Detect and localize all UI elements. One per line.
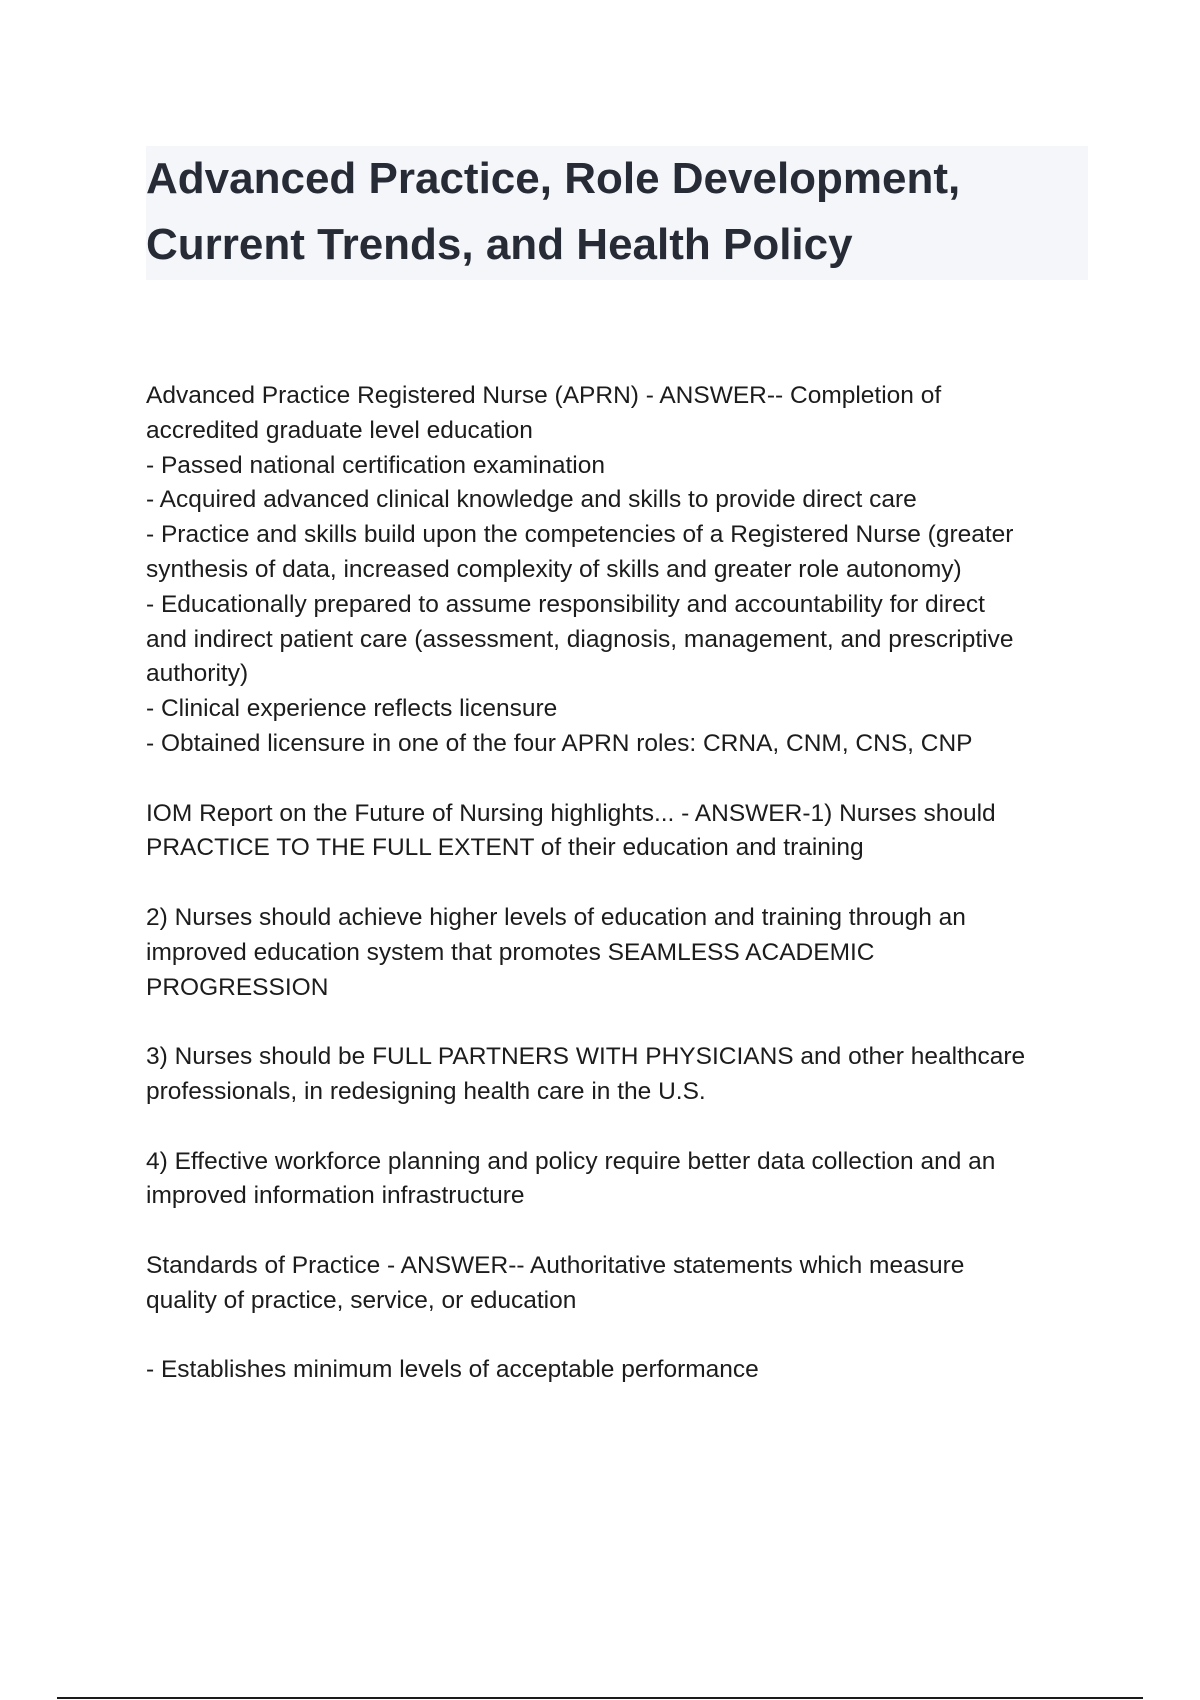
page-bottom-rule — [57, 1697, 1143, 1699]
entry-iom-point-3 — [146, 1040, 1096, 1110]
paragraph-gap — [146, 1110, 1096, 1145]
text-line: and indirect patient care (assessment, diagnosis, management, and prescriptive — [146, 625, 1014, 653]
text-line: 2) Nurses should achieve higher levels of education and training through an — [146, 903, 966, 931]
document-body — [146, 379, 1096, 1388]
text-line: - Establishes minimum levels of acceptable performance — [146, 1356, 759, 1384]
entry-standards-of-practice — [146, 1249, 1096, 1319]
paragraph-gap — [146, 1214, 1096, 1249]
paragraph-gap — [146, 1319, 1096, 1354]
text-line: Advanced Practice Registered Nurse (APRN) - ANSWER-- Completion of — [146, 382, 942, 409]
entry-standards-bullet — [146, 1353, 1096, 1388]
text-line: authority) — [146, 660, 249, 688]
text-line: professionals, in redesigning health care in the U.S. — [146, 1077, 706, 1105]
document-title — [146, 146, 1082, 278]
text-line: synthesis of data, increased complexity of skills and greater role autonomy) — [146, 555, 962, 583]
text-line: - Clinical experience reflects licensure — [146, 695, 558, 723]
paragraph-gap — [146, 866, 1096, 901]
text-line: IOM Report on the Future of Nursing highlights... - ANSWER-1) Nurses should — [146, 799, 996, 827]
text-line: 4) Effective workforce planning and policy require better data collection and an — [146, 1147, 996, 1175]
title-line: Current Trends, and Health Policy — [146, 220, 853, 269]
paragraph-gap — [146, 762, 1096, 797]
text-line: PROGRESSION — [146, 973, 329, 1001]
entry-iom-report — [146, 797, 1096, 867]
text-line: improved education system that promotes SEAMLESS ACADEMIC — [146, 938, 875, 966]
text-line: - Practice and skills build upon the competencies of a Registered Nurse (greater — [146, 521, 1014, 549]
text-line: 3) Nurses should be FULL PARTNERS WITH PHYSICIANS and other healthcare — [146, 1043, 1026, 1071]
text-line: - Acquired advanced clinical knowledge and skills to provide direct care — [146, 486, 917, 514]
text-line: - Obtained licensure in one of the four APRN roles: CRNA, CNM, CNS, CNP — [146, 729, 973, 757]
text-line: improved information infrastructure — [146, 1182, 525, 1210]
text-line: accredited graduate level education — [146, 416, 533, 444]
text-line: - Passed national certification examination — [146, 451, 605, 479]
entry-aprn — [146, 379, 1096, 762]
text-line: Standards of Practice - ANSWER-- Authoritative statements which measure — [146, 1251, 965, 1279]
text-line: quality of practice, service, or education — [146, 1286, 577, 1314]
entry-iom-point-4 — [146, 1145, 1096, 1215]
document-title-block — [146, 146, 1088, 280]
text-line: PRACTICE TO THE FULL EXTENT of their education and training — [146, 834, 864, 862]
paragraph-gap — [146, 1005, 1096, 1040]
entry-iom-point-2 — [146, 901, 1096, 1005]
title-line: Advanced Practice, Role Development, — [146, 154, 961, 203]
text-line: - Educationally prepared to assume responsibility and accountability for direct — [146, 590, 985, 618]
